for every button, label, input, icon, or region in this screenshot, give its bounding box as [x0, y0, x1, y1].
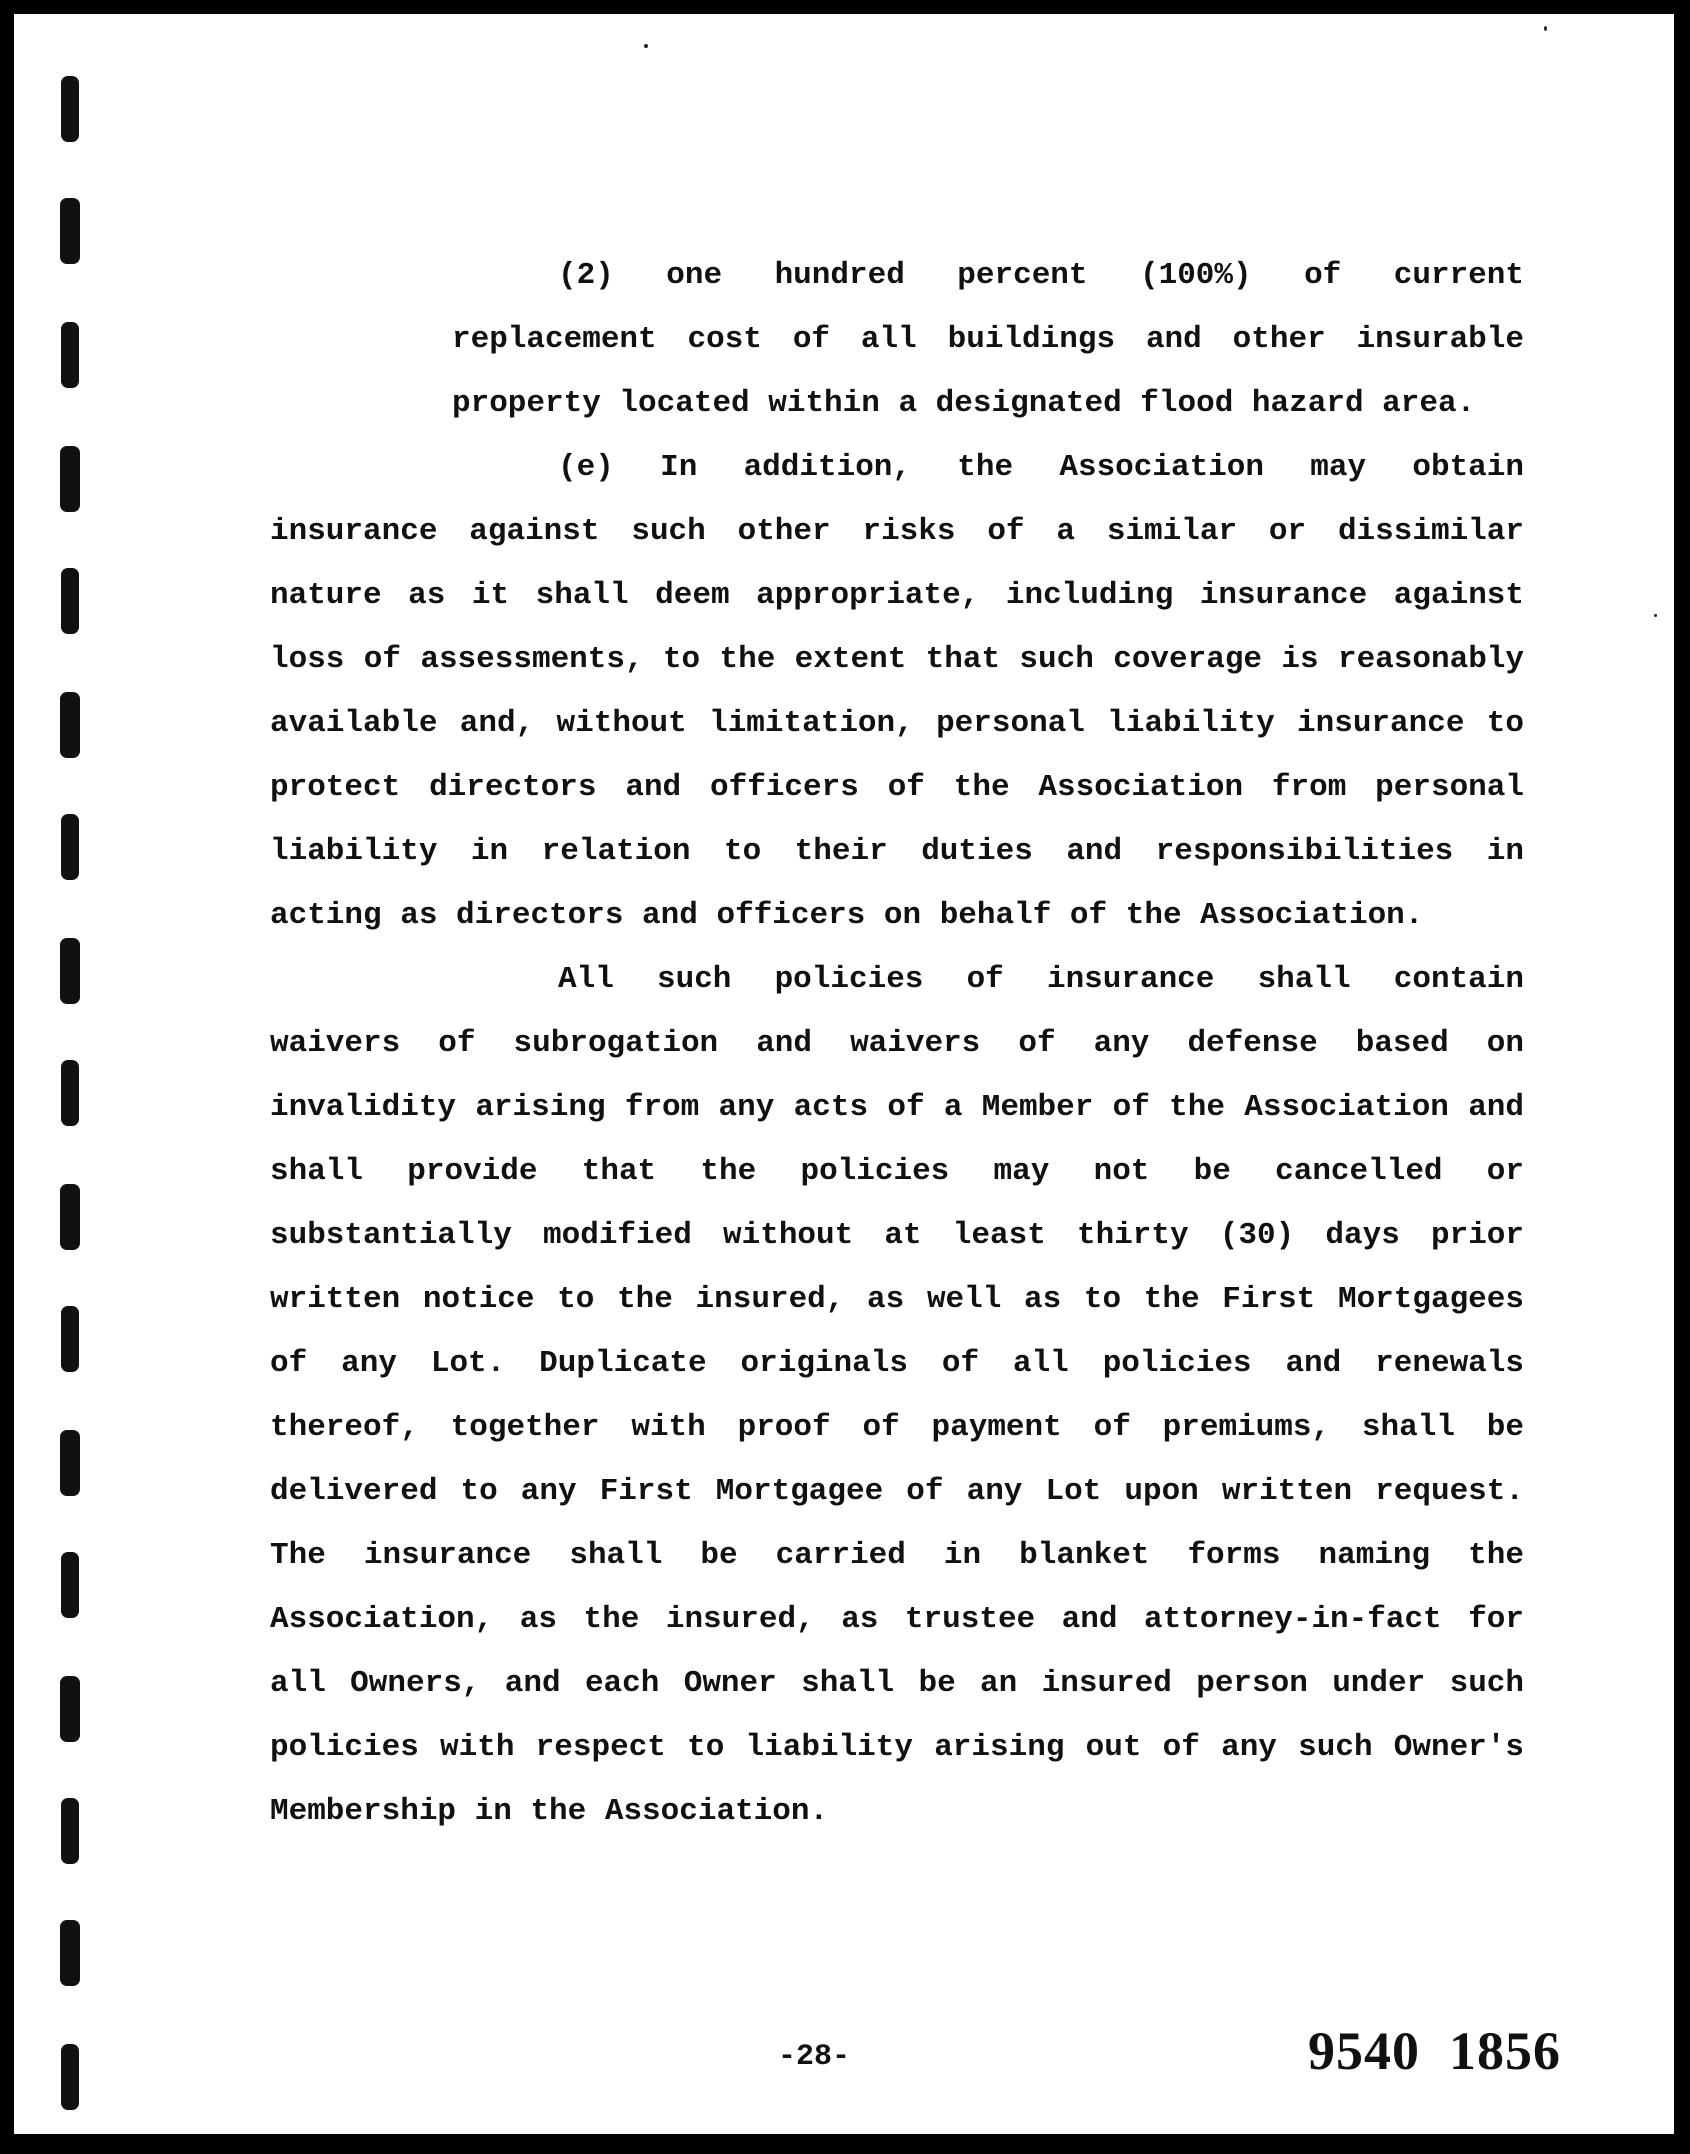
body-text — [270, 244, 1524, 1844]
page-number: -28- — [778, 2040, 851, 2074]
paragraph-policies: All such policies of insurance shall contain waivers of subrogation and waivers of any defense based on invalidity arising from any acts of a Member of the Association and shall provide that the policies may not be cancelled or substantially modified without at least thirty (30) days prior written notice to the insured, as well as to the First Mortgagees of any Lot. Duplicate originals of all policies and renewals thereof, together with proof of payment of premiums, shall be delivered to any First Mortgagee of any Lot upon written request. The insurance shall be carried in blanket forms naming the Association, as the insured, as trustee and attorney-in-fact for all Owners, and each Owner shall be an insured person under such policies with respect to liability arising out of any such Owner's Membership in the Association. — [270, 962, 1524, 1829]
binding-hole — [60, 692, 80, 758]
binding-hole — [61, 1552, 79, 1618]
binding-hole — [61, 322, 79, 388]
binding-hole — [61, 814, 79, 880]
binding-hole — [60, 938, 80, 1004]
binding-hole — [61, 1060, 79, 1126]
paragraph-e: (e) In addition, the Association may obtain insurance against such other risks of a similar or dissimilar nature as it shall deem appropriate, including insurance against loss of assessments, to the extent that such coverage is reasonably available and, without limitation, personal liability insurance to protect directors and officers of the Association from personal liability in relation to their duties and responsibilities in acting as directors and officers on behalf of the Association. — [270, 450, 1524, 933]
binding-hole — [61, 2044, 79, 2110]
binding-hole — [61, 1798, 79, 1864]
binding-hole — [60, 198, 80, 264]
binding-hole — [60, 1676, 80, 1742]
binding-hole — [61, 1306, 79, 1372]
recording-book-page-stamp: 9540 1856 — [1308, 2021, 1561, 2081]
document-page — [14, 14, 1674, 2134]
binding-hole — [60, 1184, 80, 1250]
binding-hole — [60, 1920, 80, 1986]
binding-hole — [60, 446, 80, 512]
binding-hole — [60, 1430, 80, 1496]
scan-speck — [1544, 26, 1547, 31]
scan-speck — [644, 44, 648, 48]
binding-hole — [61, 76, 79, 142]
paragraph-item-2: (2) one hundred percent (100%) of current replacement cost of all buildings and other insurable property located within a designated flood hazard area. — [452, 258, 1524, 421]
scan-speck — [1654, 614, 1657, 617]
binding-hole — [61, 568, 79, 634]
binding-holes — [50, 64, 90, 2114]
